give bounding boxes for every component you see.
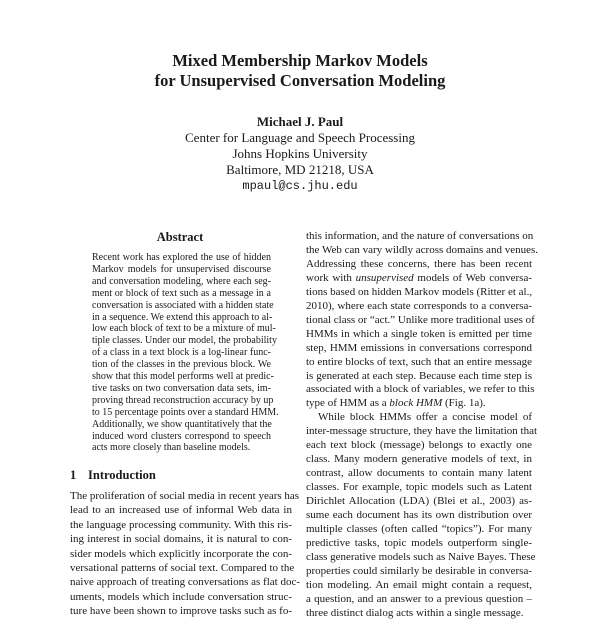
abstract-line: low each block of text to be a mixture of mul-: [92, 323, 276, 335]
right-column-line: class generative models such as Naive Bayes. These: [306, 550, 536, 563]
intro-heading: [70, 468, 290, 483]
paper-title-line-2: for Unsupervised Conversation Modeling: [154, 71, 446, 90]
right-column-line: tional class or “act.” Unlike more traditional uses of: [306, 313, 535, 326]
abstract-line: Recent work has explored the use of hidden: [92, 252, 271, 263]
right-column-line: HMMs in which a single token is emitted per time: [306, 327, 532, 340]
right-column-line: the Web can vary wildly across domains and venues.: [306, 243, 538, 256]
author-email: mpaul@cs.jhu.edu: [242, 179, 358, 193]
right-column-line: classes. For example, topic models such as Latent: [306, 481, 532, 494]
right-column-line: inter-message structure, they have the limitation that: [306, 425, 538, 438]
author-name: Michael J. Paul: [256, 114, 344, 129]
intro-line: ture have been shown to improve tasks such as fo-: [70, 605, 292, 618]
abstract-line: ment or block of text such as a message in a: [92, 287, 271, 299]
right-column-line: step, HMM emissions in conversations correspond: [306, 341, 532, 354]
right-column-line: sume each document has its own distribution over: [306, 509, 532, 521]
abstract-line: conversation is associated with a hidden state: [92, 299, 274, 311]
intro-line: lead to an increased use of informal Web data in: [70, 504, 292, 517]
abstract-line: Additionally, we show quantitatively that the: [92, 418, 272, 430]
abstract-line: proving thread reconstruction accuracy by up: [92, 394, 274, 406]
right-column-line: tion modeling. An email might contain a request,: [306, 578, 532, 591]
right-column-line: predictive tasks, topic models outperform single-: [306, 536, 532, 549]
abstract-line: Markov models for unsupervised discourse: [92, 263, 271, 275]
abstract-line: to 15 percentage points over a standard HMM.: [92, 406, 279, 418]
right-column-line: three distinct dialog acts within a single message.: [306, 606, 524, 619]
right-column-line: each text block (message) belongs to exactly one: [306, 439, 532, 452]
abstract-line: tive tasks on two conversation data sets, im-: [92, 382, 271, 394]
abstract-line: in a sequence. We extend this approach to al-: [92, 311, 273, 323]
right-column-line: contrast, allow documents to contain many latent: [306, 467, 532, 480]
right-column-line: Dirichlet Allocation (LDA) (Blei et al., 2003) as-: [306, 495, 532, 508]
right-column-line: type of HMM as a block HMM (Fig. 1a).: [306, 397, 486, 410]
intro-line: naive approach of treating conversations as flat doc-: [70, 576, 300, 589]
right-column-line: multiple classes (often called “topics”). For many: [306, 522, 532, 535]
abstract-heading: Abstract: [156, 230, 204, 244]
right-column-line: associated with a block of variables, we refer to this: [306, 383, 535, 396]
right-column-line: work with unsupervised models of Web conversa-: [306, 271, 532, 284]
right-column-line: 2010), where each state corresponds to a conversa-: [306, 299, 532, 312]
abstract-line: and conversation modeling, where each seg-: [92, 275, 271, 287]
right-column-line: is generated at each step. Because each time step is: [306, 369, 532, 382]
abstract-line: tion of the classes in the previous block. We: [92, 359, 271, 371]
author-affiliation-2: Johns Hopkins University: [232, 146, 368, 161]
right-column-line: class. Many modern generative models of text, in: [306, 453, 532, 466]
right-column-line: While block HMMs offer a concise model of: [318, 411, 532, 424]
author-affiliation-1: Center for Language and Speech Processing: [185, 130, 415, 145]
intro-section-title: Introduction: [88, 468, 156, 482]
abstract-line: induced word clusters correspond to speech: [92, 430, 271, 442]
author-affiliation-3: Baltimore, MD 21218, USA: [226, 162, 374, 177]
abstract-line: acts more closely than baseline models.: [92, 442, 251, 454]
abstract-line: tiple classes. Under our model, the probability: [92, 335, 277, 347]
right-column-line: Addressing these concerns, there has been recent: [306, 257, 532, 270]
intro-section-number: 1: [70, 468, 77, 482]
intro-line: The proliferation of social media in recent years has: [70, 490, 300, 502]
right-column-line: a question, and an answer to a previous question –: [306, 592, 532, 605]
right-column-line: properties could similarly be desirable in conversa-: [306, 564, 532, 577]
intro-line: the language processing community. With this ris-: [70, 518, 292, 531]
intro-line: versational patterns of social text. Compared to the: [70, 562, 295, 574]
paper-title-line-1: Mixed Membership Markov Models: [172, 51, 428, 70]
intro-line: ing interest in social domains, it is natural to con-: [70, 533, 292, 546]
abstract-line: of a class in a text block is a log-linear func-: [92, 347, 271, 359]
right-column-line: to entire blocks of text, such that an entire message: [306, 355, 532, 368]
right-column-line: this information, and the nature of conversations on: [306, 230, 534, 242]
abstract-line: show that this model performs well at predic-: [92, 371, 274, 382]
intro-line: sider models which explicitly incorporate the con-: [70, 547, 292, 560]
intro-line: uments, models which include conversation struc-: [70, 590, 292, 603]
right-column-line: tions based on hidden Markov models (Ritter et al.,: [306, 285, 533, 298]
